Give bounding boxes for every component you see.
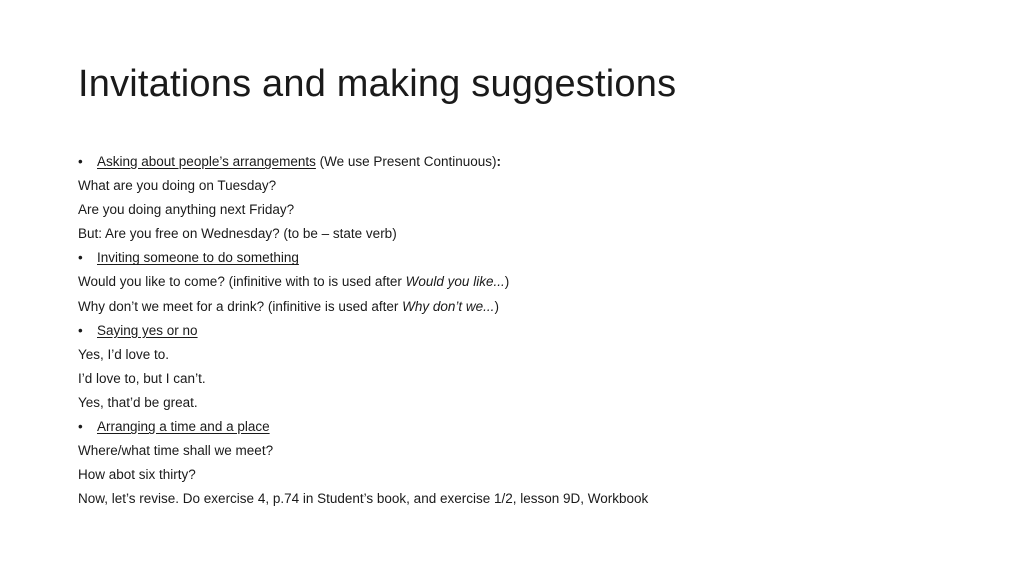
section-heading: Saying yes or no xyxy=(97,322,198,338)
text-line: Now, let’s revise. Do exercise 4, p.74 in Student’s book, and exercise 1/2, lesson 9D, Workbook xyxy=(78,491,649,507)
text-line: But: Are you free on Wednesday? (to be – state verb) xyxy=(78,226,397,242)
slide-title: Invitations and making suggestions xyxy=(78,63,677,105)
bullet-item-arranging xyxy=(78,415,978,439)
text-line xyxy=(78,270,978,294)
text-line: Are you doing anything next Friday? xyxy=(78,202,295,218)
text-emphasis: Why don’t we... xyxy=(402,298,495,314)
bullet-icon: • xyxy=(78,322,83,338)
text-line: What are you doing on Tuesday? xyxy=(78,178,277,194)
section-heading: Asking about people’s arrangements xyxy=(97,154,316,169)
slide-body xyxy=(78,150,978,511)
text-line xyxy=(78,295,978,319)
text-segment: ) xyxy=(504,274,510,290)
section-heading: Inviting someone to do something xyxy=(97,250,299,266)
bullet-icon: • xyxy=(78,250,83,266)
section-note: (We use Present Continuous) xyxy=(315,154,497,169)
section-colon: : xyxy=(496,154,501,169)
text-segment: Why don’t we meet for a drink? (infinitive is used after xyxy=(78,298,403,314)
text-segment: ) xyxy=(494,298,499,314)
text-segment: Would you like to come? (infinitive with to is used after xyxy=(78,274,406,290)
bullet-item-saying-yes-no xyxy=(78,319,978,343)
text-line: Yes, that’d be great. xyxy=(78,394,198,410)
section-heading: Arranging a time and a place xyxy=(97,419,270,435)
bullet-icon: • xyxy=(78,154,83,169)
text-line: Where/what time shall we meet? xyxy=(78,443,274,459)
bullet-item-inviting xyxy=(78,246,978,270)
text-line: I’d love to, but I can’t. xyxy=(78,370,206,386)
text-emphasis: Would you like... xyxy=(405,274,505,290)
text-line: Yes, I’d love to. xyxy=(78,346,170,362)
bullet-icon: • xyxy=(78,419,83,435)
bullet-item-arrangements xyxy=(78,150,978,174)
text-line: How abot six thirty? xyxy=(78,467,196,483)
